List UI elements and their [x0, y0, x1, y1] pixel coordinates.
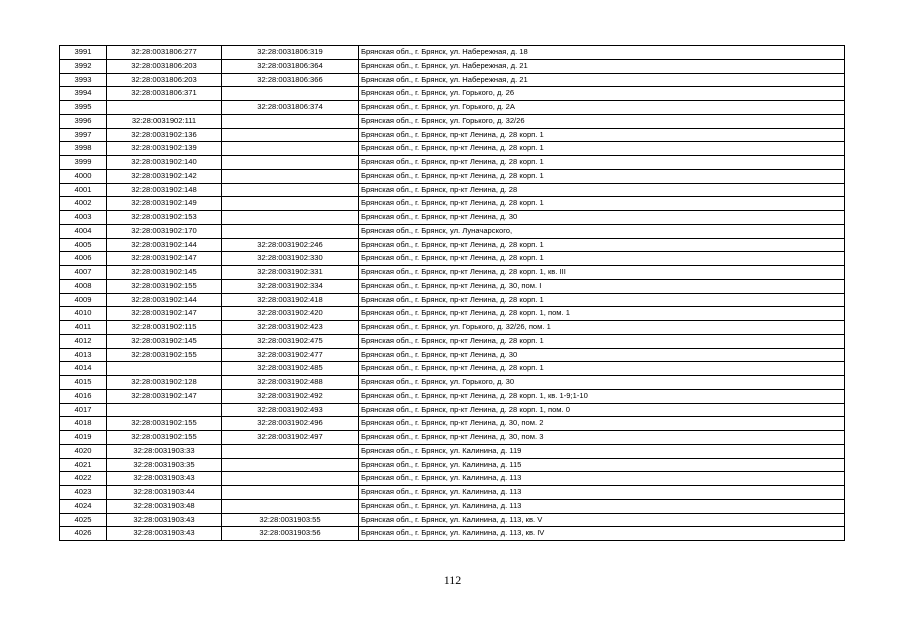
row-number-cell: 4013	[60, 348, 107, 362]
object-number-cell	[222, 87, 359, 101]
table-row	[60, 403, 845, 417]
address-cell: Брянская обл., г. Брянск, пр-кт Ленина, д. 30, пом. I	[359, 279, 845, 293]
table-row	[60, 238, 845, 252]
table-row	[60, 486, 845, 500]
object-number-cell: 32:28:0031902:493	[222, 403, 359, 417]
parcel-number-cell: 32:28:0031903:48	[107, 499, 222, 513]
address-cell: Брянская обл., г. Брянск, ул. Калинина, д. 113	[359, 499, 845, 513]
table-row	[60, 59, 845, 73]
row-number-cell: 3991	[60, 46, 107, 60]
object-number-cell	[222, 224, 359, 238]
parcel-number-cell: 32:28:0031903:43	[107, 472, 222, 486]
table-row	[60, 46, 845, 60]
parcel-number-cell: 32:28:0031902:111	[107, 114, 222, 128]
row-number-cell: 3994	[60, 87, 107, 101]
row-number-cell: 3993	[60, 73, 107, 87]
object-number-cell: 32:28:0031903:55	[222, 513, 359, 527]
address-cell: Брянская обл., г. Брянск, пр-кт Ленина, д. 30, пом. 3	[359, 431, 845, 445]
address-cell: Брянская обл., г. Брянск, пр-кт Ленина, д. 28	[359, 183, 845, 197]
registry-table	[59, 45, 845, 541]
address-cell: Брянская обл., г. Брянск, пр-кт Ленина, д. 28 корп. 1	[359, 142, 845, 156]
address-cell: Брянская обл., г. Брянск, ул. Калинина, д. 113	[359, 472, 845, 486]
address-cell: Брянская обл., г. Брянск, пр-кт Ленина, д. 28 корп. 1	[359, 238, 845, 252]
parcel-number-cell: 32:28:0031902:140	[107, 156, 222, 170]
object-number-cell	[222, 458, 359, 472]
address-cell: Брянская обл., г. Брянск, ул. Набережная, д. 21	[359, 73, 845, 87]
address-cell: Брянская обл., г. Брянск, ул. Калинина, д. 113, кв. V	[359, 513, 845, 527]
table-row	[60, 513, 845, 527]
parcel-number-cell: 32:28:0031903:35	[107, 458, 222, 472]
parcel-number-cell: 32:28:0031806:371	[107, 87, 222, 101]
address-cell: Брянская обл., г. Брянск, ул. Калинина, д. 113, кв. IV	[359, 527, 845, 541]
address-cell: Брянская обл., г. Брянск, пр-кт Ленина, д. 28 корп. 1, кв. 1-9;1-10	[359, 389, 845, 403]
table-row	[60, 362, 845, 376]
table-row	[60, 444, 845, 458]
row-number-cell: 4012	[60, 334, 107, 348]
table-row	[60, 169, 845, 183]
row-number-cell: 3997	[60, 128, 107, 142]
row-number-cell: 3999	[60, 156, 107, 170]
address-cell: Брянская обл., г. Брянск, ул. Набережная, д. 21	[359, 59, 845, 73]
row-number-cell: 4008	[60, 279, 107, 293]
address-cell: Брянская обл., г. Брянск, ул. Луначарского,	[359, 224, 845, 238]
table-row	[60, 142, 845, 156]
table-row	[60, 266, 845, 280]
object-number-cell: 32:28:0031806:374	[222, 101, 359, 115]
object-number-cell	[222, 211, 359, 225]
object-number-cell	[222, 472, 359, 486]
row-number-cell: 4017	[60, 403, 107, 417]
address-cell: Брянская обл., г. Брянск, пр-кт Ленина, д. 28 корп. 1	[359, 197, 845, 211]
object-number-cell	[222, 169, 359, 183]
table-row	[60, 128, 845, 142]
row-number-cell: 4005	[60, 238, 107, 252]
row-number-cell: 4020	[60, 444, 107, 458]
parcel-number-cell	[107, 403, 222, 417]
address-cell: Брянская обл., г. Брянск, пр-кт Ленина, д. 28 корп. 1	[359, 128, 845, 142]
object-number-cell	[222, 486, 359, 500]
address-cell: Брянская обл., г. Брянск, ул. Горького, д. 32/26	[359, 114, 845, 128]
row-number-cell: 4016	[60, 389, 107, 403]
parcel-number-cell: 32:28:0031806:277	[107, 46, 222, 60]
address-cell: Брянская обл., г. Брянск, ул. Калинина, д. 113	[359, 486, 845, 500]
address-cell: Брянская обл., г. Брянск, пр-кт Ленина, д. 28 корп. 1, кв. III	[359, 266, 845, 280]
object-number-cell	[222, 183, 359, 197]
address-cell: Брянская обл., г. Брянск, пр-кт Ленина, д. 28 корп. 1	[359, 334, 845, 348]
row-number-cell: 4026	[60, 527, 107, 541]
object-number-cell: 32:28:0031902:488	[222, 376, 359, 390]
address-cell: Брянская обл., г. Брянск, пр-кт Ленина, д. 28 корп. 1, пом. 0	[359, 403, 845, 417]
parcel-number-cell: 32:28:0031902:147	[107, 389, 222, 403]
parcel-number-cell: 32:28:0031902:144	[107, 293, 222, 307]
table-row	[60, 472, 845, 486]
object-number-cell	[222, 197, 359, 211]
table-row	[60, 348, 845, 362]
parcel-number-cell: 32:28:0031902:147	[107, 252, 222, 266]
row-number-cell: 4009	[60, 293, 107, 307]
row-number-cell: 4022	[60, 472, 107, 486]
table-row	[60, 114, 845, 128]
row-number-cell: 4023	[60, 486, 107, 500]
address-cell: Брянская обл., г. Брянск, пр-кт Ленина, д. 28 корп. 1, пом. 1	[359, 307, 845, 321]
page-number: 112	[443, 573, 462, 587]
table-row	[60, 197, 845, 211]
table-row	[60, 73, 845, 87]
row-number-cell: 4006	[60, 252, 107, 266]
parcel-number-cell: 32:28:0031902:128	[107, 376, 222, 390]
row-number-cell: 4001	[60, 183, 107, 197]
object-number-cell: 32:28:0031902:246	[222, 238, 359, 252]
address-cell: Брянская обл., г. Брянск, ул. Горького, д. 2А	[359, 101, 845, 115]
parcel-number-cell: 32:28:0031902:145	[107, 334, 222, 348]
table-row	[60, 376, 845, 390]
parcel-number-cell: 32:28:0031903:44	[107, 486, 222, 500]
object-number-cell: 32:28:0031902:485	[222, 362, 359, 376]
object-number-cell: 32:28:0031902:331	[222, 266, 359, 280]
row-number-cell: 4007	[60, 266, 107, 280]
row-number-cell: 4003	[60, 211, 107, 225]
object-number-cell: 32:28:0031806:364	[222, 59, 359, 73]
address-cell: Брянская обл., г. Брянск, пр-кт Ленина, д. 28 корп. 1	[359, 293, 845, 307]
parcel-number-cell: 32:28:0031902:155	[107, 431, 222, 445]
row-number-cell: 4002	[60, 197, 107, 211]
parcel-number-cell: 32:28:0031903:43	[107, 527, 222, 541]
table-row	[60, 156, 845, 170]
address-cell: Брянская обл., г. Брянск, пр-кт Ленина, д. 28 корп. 1	[359, 156, 845, 170]
address-cell: Брянская обл., г. Брянск, ул. Набережная, д. 18	[359, 46, 845, 60]
parcel-number-cell: 32:28:0031902:170	[107, 224, 222, 238]
table-row	[60, 527, 845, 541]
row-number-cell: 4025	[60, 513, 107, 527]
table-row	[60, 87, 845, 101]
table-row	[60, 183, 845, 197]
row-number-cell: 3992	[60, 59, 107, 73]
table-row	[60, 211, 845, 225]
object-number-cell: 32:28:0031902:475	[222, 334, 359, 348]
table-row	[60, 307, 845, 321]
row-number-cell: 3996	[60, 114, 107, 128]
address-cell: Брянская обл., г. Брянск, пр-кт Ленина, д. 28 корп. 1	[359, 252, 845, 266]
address-cell: Брянская обл., г. Брянск, ул. Горького, д. 32/26, пом. 1	[359, 321, 845, 335]
parcel-number-cell: 32:28:0031902:115	[107, 321, 222, 335]
address-cell: Брянская обл., г. Брянск, пр-кт Ленина, д. 28 корп. 1	[359, 362, 845, 376]
address-cell: Брянская обл., г. Брянск, ул. Горького, д. 30	[359, 376, 845, 390]
table-row	[60, 321, 845, 335]
address-cell: Брянская обл., г. Брянск, ул. Горького, д. 26	[359, 87, 845, 101]
row-number-cell: 4004	[60, 224, 107, 238]
table-row	[60, 417, 845, 431]
parcel-number-cell: 32:28:0031902:155	[107, 279, 222, 293]
address-cell: Брянская обл., г. Брянск, ул. Калинина, д. 119	[359, 444, 845, 458]
table-row	[60, 389, 845, 403]
row-number-cell: 4021	[60, 458, 107, 472]
object-number-cell: 32:28:0031902:418	[222, 293, 359, 307]
table-row	[60, 224, 845, 238]
object-number-cell: 32:28:0031902:423	[222, 321, 359, 335]
object-number-cell	[222, 114, 359, 128]
object-number-cell: 32:28:0031902:330	[222, 252, 359, 266]
parcel-number-cell: 32:28:0031902:144	[107, 238, 222, 252]
row-number-cell: 4019	[60, 431, 107, 445]
object-number-cell: 32:28:0031902:334	[222, 279, 359, 293]
parcel-number-cell: 32:28:0031902:155	[107, 348, 222, 362]
address-cell: Брянская обл., г. Брянск, пр-кт Ленина, д. 30	[359, 211, 845, 225]
parcel-number-cell	[107, 101, 222, 115]
parcel-number-cell: 32:28:0031902:139	[107, 142, 222, 156]
row-number-cell: 4024	[60, 499, 107, 513]
object-number-cell: 32:28:0031806:366	[222, 73, 359, 87]
table-row	[60, 279, 845, 293]
object-number-cell: 32:28:0031903:56	[222, 527, 359, 541]
object-number-cell: 32:28:0031902:492	[222, 389, 359, 403]
parcel-number-cell: 32:28:0031806:203	[107, 59, 222, 73]
table-row	[60, 334, 845, 348]
object-number-cell: 32:28:0031902:497	[222, 431, 359, 445]
row-number-cell: 3995	[60, 101, 107, 115]
row-number-cell: 4015	[60, 376, 107, 390]
parcel-number-cell: 32:28:0031902:153	[107, 211, 222, 225]
table-row	[60, 499, 845, 513]
parcel-number-cell: 32:28:0031902:149	[107, 197, 222, 211]
row-number-cell: 4010	[60, 307, 107, 321]
object-number-cell	[222, 142, 359, 156]
object-number-cell: 32:28:0031902:477	[222, 348, 359, 362]
address-cell: Брянская обл., г. Брянск, пр-кт Ленина, д. 30, пом. 2	[359, 417, 845, 431]
parcel-number-cell	[107, 362, 222, 376]
row-number-cell: 4000	[60, 169, 107, 183]
parcel-number-cell: 32:28:0031902:145	[107, 266, 222, 280]
parcel-number-cell: 32:28:0031902:155	[107, 417, 222, 431]
parcel-number-cell: 32:28:0031902:147	[107, 307, 222, 321]
row-number-cell: 4018	[60, 417, 107, 431]
row-number-cell: 4011	[60, 321, 107, 335]
row-number-cell: 4014	[60, 362, 107, 376]
table-row	[60, 101, 845, 115]
parcel-number-cell: 32:28:0031806:203	[107, 73, 222, 87]
table-row	[60, 252, 845, 266]
registry-table-body	[60, 46, 845, 541]
table-row	[60, 293, 845, 307]
parcel-number-cell: 32:28:0031903:33	[107, 444, 222, 458]
address-cell: Брянская обл., г. Брянск, пр-кт Ленина, д. 30	[359, 348, 845, 362]
object-number-cell: 32:28:0031902:496	[222, 417, 359, 431]
object-number-cell	[222, 499, 359, 513]
address-cell: Брянская обл., г. Брянск, ул. Калинина, д. 115	[359, 458, 845, 472]
object-number-cell: 32:28:0031806:319	[222, 46, 359, 60]
row-number-cell: 3998	[60, 142, 107, 156]
object-number-cell: 32:28:0031902:420	[222, 307, 359, 321]
parcel-number-cell: 32:28:0031903:43	[107, 513, 222, 527]
parcel-number-cell: 32:28:0031902:142	[107, 169, 222, 183]
address-cell: Брянская обл., г. Брянск, пр-кт Ленина, д. 28 корп. 1	[359, 169, 845, 183]
table-row	[60, 431, 845, 445]
object-number-cell	[222, 128, 359, 142]
parcel-number-cell: 32:28:0031902:148	[107, 183, 222, 197]
table-row	[60, 458, 845, 472]
parcel-number-cell: 32:28:0031902:136	[107, 128, 222, 142]
object-number-cell	[222, 156, 359, 170]
object-number-cell	[222, 444, 359, 458]
